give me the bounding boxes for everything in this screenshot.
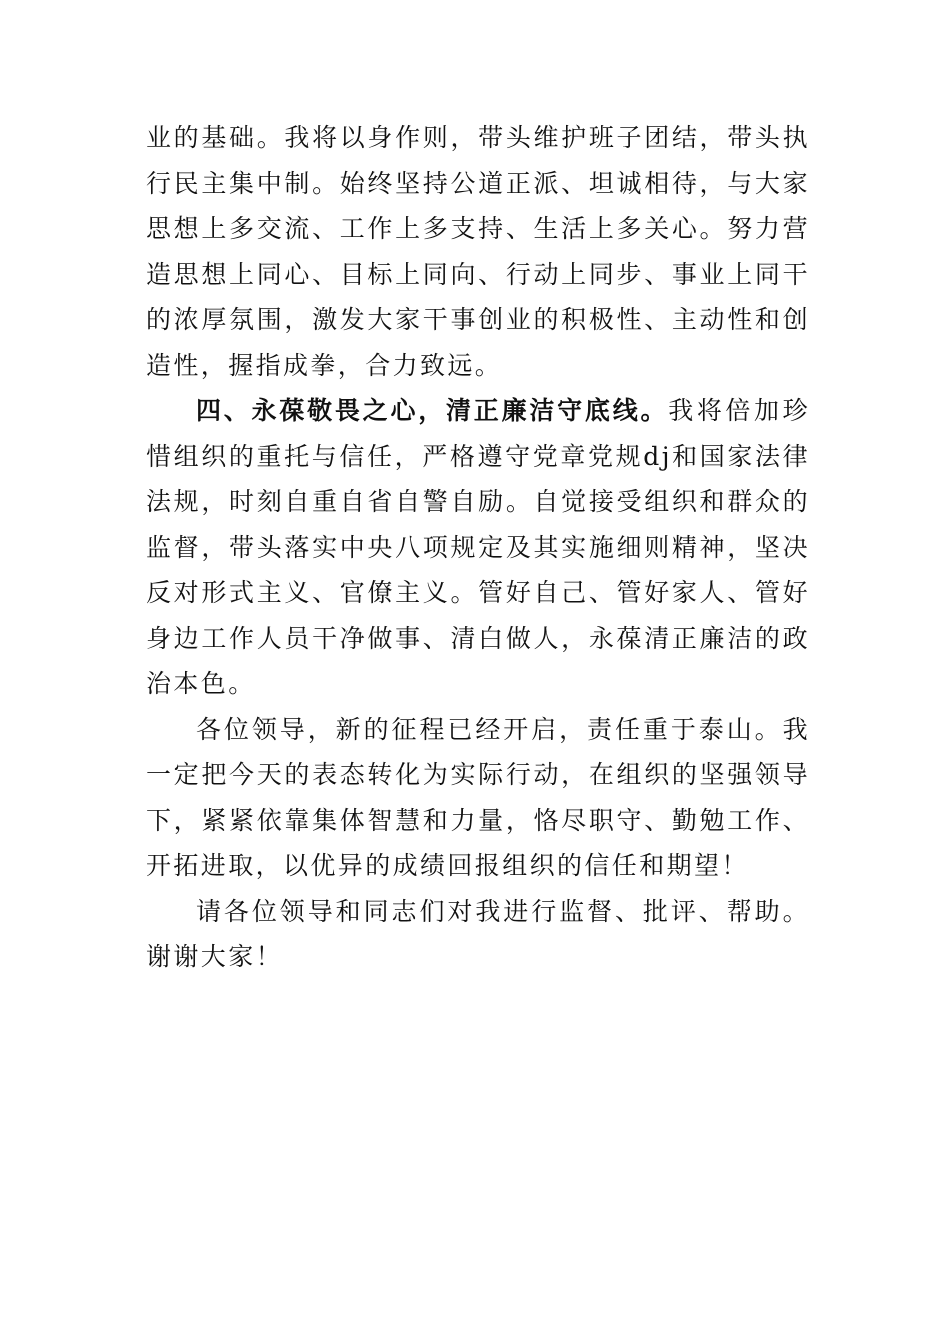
document-body — [146, 115, 810, 980]
paragraph-closing-pledge: 各位领导，新的征程已经开启，责任重于泰山。我一定把今天的表态转化为实际行动，在组织的坚强领导下，紧紧依靠集体智慧和力量，恪尽职守、勤勉工作、开拓进取，以优异的成绩回报组织的信任和期望！ — [146, 714, 810, 880]
paragraph-continuation: 业的基础。我将以身作则，带头维护班子团结，带头执行民主集中制。始终坚持公道正派、坦诚相待，与大家思想上多交流、工作上多支持、生活上多关心。努力营造思想上同心、目标上同向、行动上同步、事业上同干的浓厚氛围，激发大家干事创业的积极性、主动性和创造性，握指成拳，合力致远。 — [146, 123, 810, 380]
section-body-text: 我将倍加珍惜组织的重托与信任，严格遵守党章党规dj和国家法律法规，时刻自重自省自警自励。自觉接受组织和群众的监督，带头落实中央八项规定及其实施细则精神，坚决反对形式主义、官僚主义。管好自己、管好家人、管好身边工作人员干净做事、清白做人，永葆清正廉洁的政治本色。 — [146, 396, 810, 698]
paragraph-thanks: 请各位领导和同志们对我进行监督、批评、帮助。谢谢大家！ — [146, 896, 810, 971]
paragraph-section-four — [146, 388, 810, 707]
section-heading: 四、永葆敬畏之心，清正廉洁守底线。 — [196, 396, 669, 425]
